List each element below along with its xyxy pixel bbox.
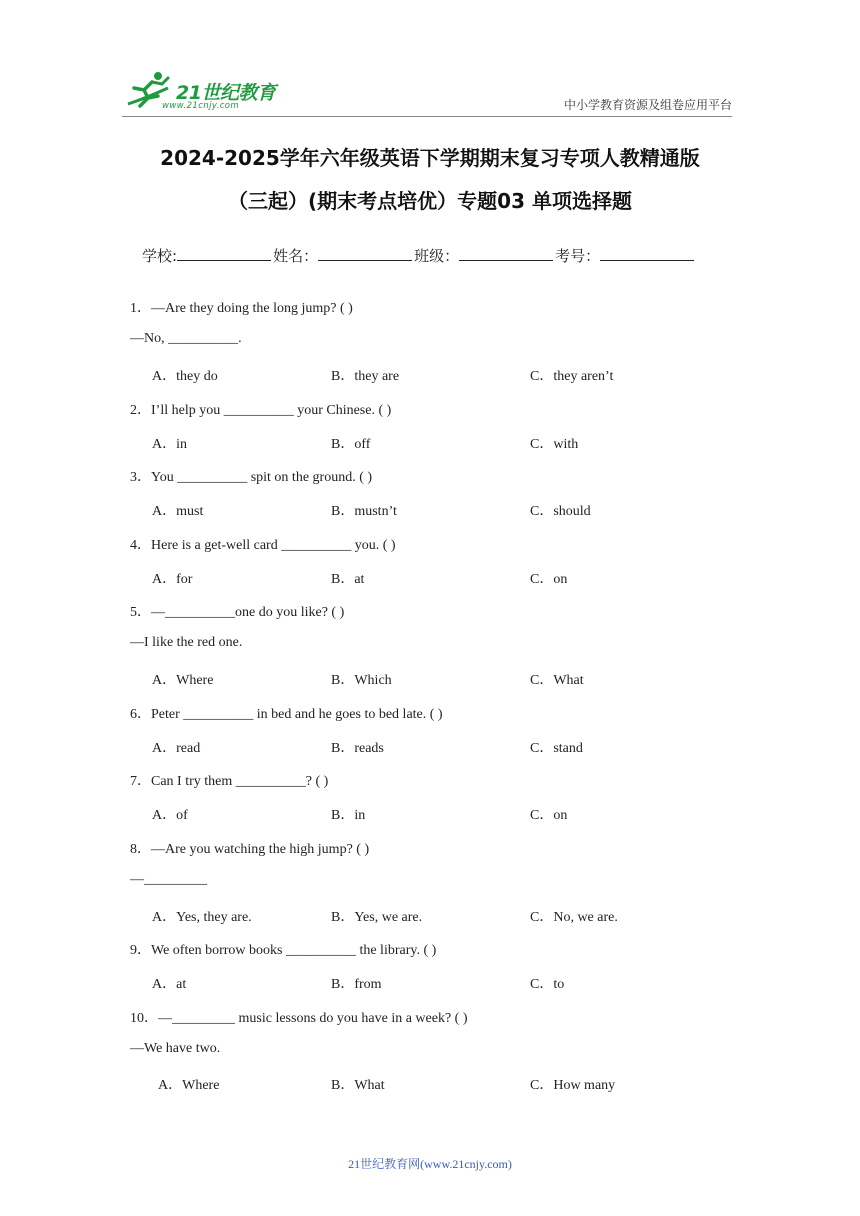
question-4-option-c[interactable]: C．on — [530, 572, 568, 587]
page-footer[interactable]: 21世纪教育网(www.21cnjy.com) — [348, 1157, 512, 1171]
question-9-option-c[interactable]: C．to — [530, 977, 565, 992]
question-8-stem: 8．—Are you watching the high jump? ( ) — [130, 842, 370, 857]
question-8-answer-line: —_________ — [130, 872, 207, 887]
question-5-answer-line: —I like the red one. — [130, 635, 243, 650]
question-10-stem: 10．—_________ music lessons do you have in a week? ( ) — [130, 1011, 468, 1026]
question-9-option-b[interactable]: B．from — [331, 977, 382, 992]
question-1-stem: 1．—Are they doing the long jump? ( ) — [130, 301, 353, 316]
number-label: 考号： — [555, 247, 601, 265]
page-header — [122, 68, 732, 117]
question-7-option-b[interactable]: B．in — [331, 808, 366, 823]
question-9-option-a[interactable]: A．at — [152, 977, 187, 992]
question-6-option-b[interactable]: B．reads — [331, 741, 384, 756]
question-1-option-b[interactable]: B．they are — [331, 369, 400, 384]
question-6-stem: 6．Peter __________ in bed and he goes to bed late. ( ) — [130, 707, 443, 722]
question-4-stem: 4．Here is a get-well card __________ you. ( ) — [130, 538, 396, 553]
logo — [122, 68, 292, 114]
question-3-option-c[interactable]: C．should — [530, 504, 591, 519]
number-field[interactable] — [600, 245, 694, 261]
question-5-stem: 5．—__________one do you like? ( ) — [130, 605, 345, 620]
question-2-stem: 2．I’ll help you __________ your Chinese. ( ) — [130, 403, 392, 418]
question-6-option-c[interactable]: C．stand — [530, 741, 583, 756]
question-10-option-a[interactable]: A．Where — [158, 1078, 220, 1093]
question-8-option-b[interactable]: B．Yes, we are. — [331, 910, 423, 925]
page-title-line-2: （三起）(期末考点培优）专题03 单项选择题 — [228, 189, 632, 213]
question-3-stem: 3．You __________ spit on the ground. ( ) — [130, 470, 373, 485]
question-4-option-a[interactable]: A．for — [152, 572, 193, 587]
question-2-option-c[interactable]: C．with — [530, 437, 579, 452]
question-10-answer-line: —We have two. — [130, 1041, 221, 1056]
question-2-option-a[interactable]: A．in — [152, 437, 187, 452]
logo-text: 21世纪教育 — [176, 82, 276, 104]
page-title-line-1: 2024-2025学年六年级英语下学期期末复习专项人教精通版 — [160, 146, 700, 170]
class-label: 班级： — [414, 247, 460, 265]
logo-url: www.21cnjy.com — [162, 101, 240, 111]
question-8-option-a[interactable]: A．Yes, they are. — [152, 910, 252, 925]
school-field[interactable] — [177, 245, 271, 261]
platform-label: 中小学教育资源及组卷应用平台 — [563, 98, 732, 112]
question-5-option-b[interactable]: B．Which — [331, 673, 392, 688]
question-3-option-b[interactable]: B．mustn’t — [331, 504, 397, 519]
question-7-option-a[interactable]: A．of — [152, 808, 188, 823]
question-10-option-c[interactable]: C．How many — [530, 1078, 616, 1093]
question-7-option-c[interactable]: C．on — [530, 808, 568, 823]
name-field[interactable] — [318, 245, 412, 261]
name-label: 姓名： — [273, 247, 319, 265]
question-5-option-a[interactable]: A．Where — [152, 673, 214, 688]
question-1-answer-line: —No, __________. — [130, 331, 242, 346]
question-1-option-a[interactable]: A．they do — [152, 369, 218, 384]
question-3-option-a[interactable]: A．must — [152, 504, 204, 519]
question-6-option-a[interactable]: A．read — [152, 741, 201, 756]
school-label: 学校: — [142, 247, 178, 265]
question-2-option-b[interactable]: B．off — [331, 437, 371, 452]
question-8-option-c[interactable]: C．No, we are. — [530, 910, 618, 925]
question-1-option-c[interactable]: C．they aren’t — [530, 369, 614, 384]
question-5-option-c[interactable]: C．What — [530, 673, 584, 688]
question-9-stem: 9．We often borrow books __________ the library. ( ) — [130, 943, 437, 958]
student-info-row — [142, 245, 696, 266]
class-field[interactable] — [459, 245, 553, 261]
question-10-option-b[interactable]: B．What — [331, 1078, 385, 1093]
question-4-option-b[interactable]: B．at — [331, 572, 365, 587]
question-7-stem: 7．Can I try them __________? ( ) — [130, 774, 329, 789]
